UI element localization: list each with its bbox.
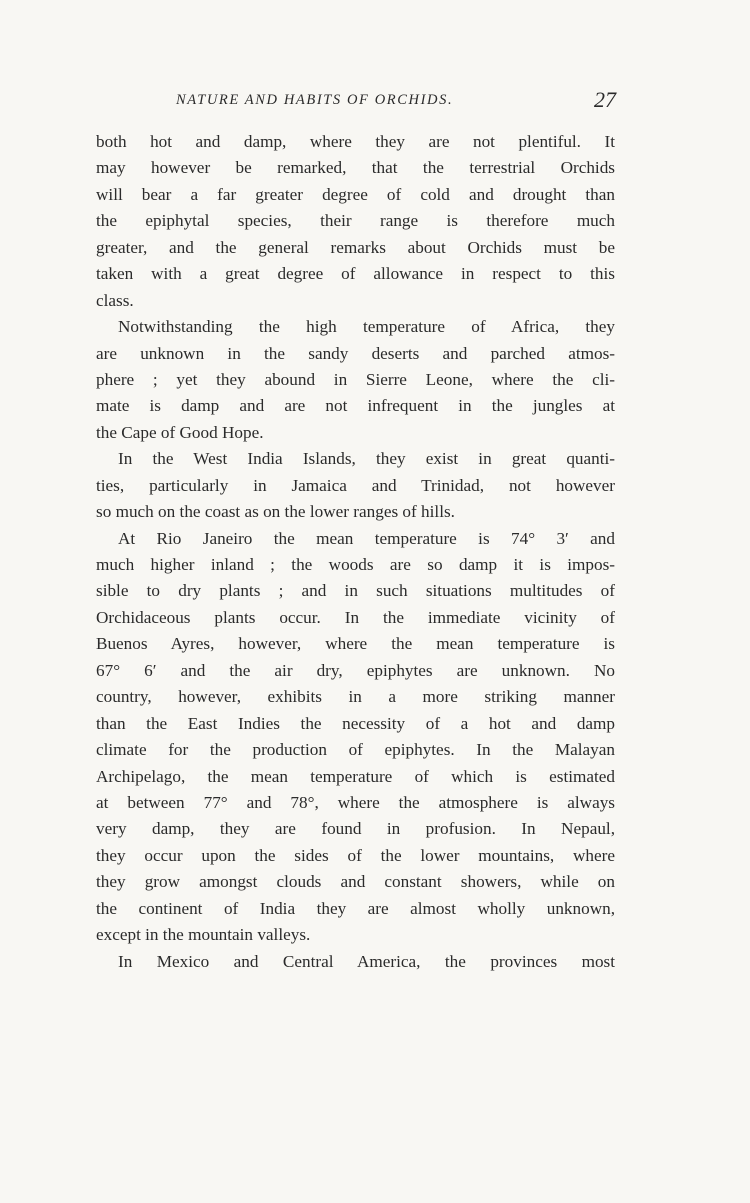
text-line: sible to dry plants ; and in such situations multitudes of (96, 581, 615, 601)
text-line: taken with a great degree of allowance in respect to this (96, 264, 615, 284)
text-line: Orchidaceous plants occur. In the immediate vicinity of (96, 607, 615, 627)
text-line: At Rio Janeiro the mean temperature is 74° 3′ and (118, 528, 615, 548)
page-number: 27 (594, 87, 616, 112)
text-line: very damp, they are found in profusion. In Nepaul, (96, 819, 615, 839)
text-line: Buenos Ayres, however, where the mean temperature is (96, 634, 615, 654)
text-line: they grow amongst clouds and constant showers, while on (96, 872, 615, 892)
text-line: the epiphytal species, their range is therefore much (96, 211, 615, 231)
page-header (96, 88, 616, 118)
text-line: much higher inland ; the woods are so damp it is impos- (96, 555, 615, 574)
text-line: at between 77° and 78°, where the atmosphere is always (96, 792, 615, 812)
text-line: climate for the production of epiphytes. In the Malayan (96, 740, 615, 760)
text-line: both hot and damp, where they are not plentiful. It (96, 132, 615, 151)
body-text (96, 129, 615, 975)
text-line: will bear a far greater degree of cold and drought than (96, 184, 615, 204)
text-line: phere ; yet they abound in Sierre Leone, where the cli- (96, 369, 615, 389)
text-line: ties, particularly in Jamaica and Trinidad, not however (96, 475, 615, 495)
text-line: except in the mountain valleys. (96, 925, 311, 945)
text-line: the Cape of Good Hope. (96, 422, 264, 442)
text-line: they occur upon the sides of the lower mountains, where (96, 845, 615, 865)
running-title: NATURE AND HABITS OF ORCHIDS. (176, 92, 454, 108)
text-line: In the West India Islands, they exist in great quanti- (118, 449, 615, 469)
text-line: may however be remarked, that the terrestrial Orchids (96, 158, 615, 178)
text-line: In Mexico and Central America, the provinces most (118, 951, 615, 971)
text-line: Notwithstanding the high temperature of Africa, they (118, 317, 615, 337)
text-line: mate is damp and are not infrequent in the jungles at (96, 396, 615, 416)
text-line: so much on the coast as on the lower ranges of hills. (96, 502, 455, 522)
text-line: country, however, exhibits in a more striking manner (96, 687, 615, 707)
text-line: the continent of India they are almost wholly unknown, (96, 898, 615, 918)
text-line: are unknown in the sandy deserts and parched atmos- (96, 343, 615, 363)
text-line: class. (96, 290, 134, 310)
text-line: greater, and the general remarks about Orchids must be (96, 237, 615, 257)
text-line: than the East Indies the necessity of a hot and damp (96, 713, 615, 733)
text-line: 67° 6′ and the air dry, epiphytes are unknown. No (96, 660, 615, 680)
text-line: Archipelago, the mean temperature of which is estimated (96, 766, 615, 786)
